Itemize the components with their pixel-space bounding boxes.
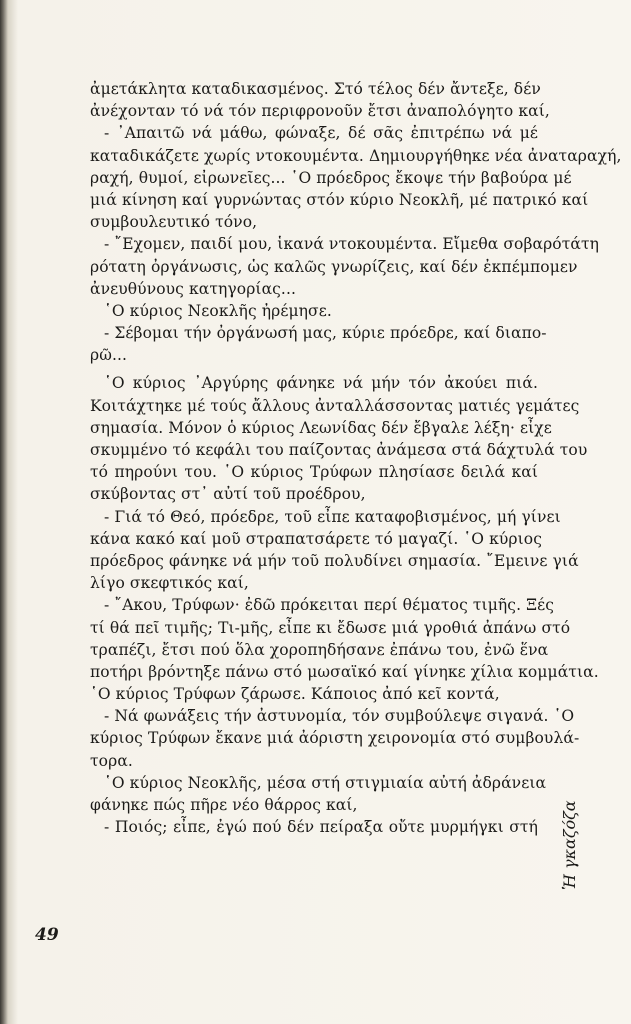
page-number: 49 xyxy=(35,925,59,945)
text-line: - Γιά τό Θεό, πρόεδρε, τοῦ εἶπε καταφοβισμένος, μή γίνει xyxy=(104,507,561,526)
text-line: λίγο σκεφτικός καί, xyxy=(90,574,249,593)
text-line: Κοιτάχτηκε μέ τούς ἄλλους ἀνταλλάσσοντας ματιές γεμάτες xyxy=(90,396,580,415)
text-line: ποτήρι βρόντηξε πάνω στό μωσαϊκό καί γίνηκε χίλια κομμάτια. xyxy=(90,662,599,681)
text-line: συμβουλευτικό τόνο, xyxy=(90,213,258,232)
text-line: ἀμετάκλητα καταδικασμένος. Στό τέλος δέν ἄντεξε, δέν xyxy=(90,80,541,98)
text-line: σκύβοντας στ᾿ αὐτί τοῦ προέδρου, xyxy=(90,485,366,504)
text-line: ῾Ο κύριος Νεοκλῆς ἠρέμησε. xyxy=(104,301,332,320)
text-line: ρότατη ὀργάνωσις, ὡς καλῶς γνωρίζεις, καί δέν ἐκπέμπομεν xyxy=(90,257,578,276)
text-line: ῾Ο κύριος Νεοκλῆς, μέσα στή στιγμιαία αὐτή ἀδράνεια xyxy=(104,773,547,792)
text-line: κάνα κακό καί μοῦ στραπατσάρετε τό μαγαζί. ῾Ο κύριος xyxy=(90,529,543,548)
text-line: - ῎Ακου, Τρύφων· ἐδῶ πρόκειται περί θέματος τιμῆς. Ξές xyxy=(104,596,555,615)
text-line: φάνηκε πώς πῆρε νέο θάρρος καί, xyxy=(90,796,358,814)
text-line: τραπέζι, ἔτσι πού ὅλα χοροπηδήσανε ἐπάνω του, ἐνῶ ἕνα xyxy=(90,640,549,659)
text-line: κύριος Τρύφων ἔκανε μιά ἀόριστη χειρονομία στό συμβουλά- xyxy=(90,729,580,748)
text-line: ραχή, θυμοί, εἰρωνεῖες... ῾Ο πρόεδρος ἔκοψε τήν βαβούρα μέ xyxy=(90,168,572,187)
text-line: μιά κίνηση καί γυρνώντας στόν κύριο Νεοκλῆ, μέ πατρικό καί xyxy=(90,190,589,209)
text-line: ρῶ... xyxy=(90,346,128,365)
text-line: τό πηρούνι του. ῾Ο κύριος Τρύφων πλησίασε δειλά καί xyxy=(90,463,538,482)
text-line: - ᾿Απαιτῶ νά μάθω, φώναξε, δέ σᾶς ἐπιτρέπω νά μέ xyxy=(104,124,538,143)
body-text xyxy=(90,78,622,838)
text-line: καταδικάζετε χωρίς ντοκουμέντα. Δημιουργήθηκε νέα ἀναταραχή, xyxy=(90,146,622,165)
text-line: τί θά πεῖ τιμῆς; Τι-μῆς, εἶπε κι ἔδωσε μιά γροθιά ἀπάνω στό xyxy=(90,618,571,637)
running-title-text: Ἡ γκαζόζα xyxy=(560,800,579,890)
text-line: ἀνέχονταν τό νά τόν περιφρονοῦν ἔτσι ἀναπολόγητο καί, xyxy=(90,102,550,121)
text-line: - Ποιός; εἶπε, ἐγώ πού δέν πείραξα οὔτε μυρμήγκι στή xyxy=(104,818,538,837)
text-line: ῾Ο κύριος Τρύφων ζάρωσε. Κάποιος ἀπό κεῖ κοντά, xyxy=(90,685,500,704)
text-line: τορα. xyxy=(90,751,133,770)
text-line: πρόεδρος φάνηκε νά μήν τοῦ πολυδίνει σημασία. ῎Εμεινε γιά xyxy=(90,551,579,570)
text-line: ἀνευθύνους κατηγορίας... xyxy=(90,279,297,298)
text-line: - Σέβομαι τήν ὀργάνωσή μας, κύριε πρόεδρε, καί διαπο- xyxy=(104,324,547,343)
text-line: - ῎Εχομεν, παιδί μου, ἱκανά ντοκουμέντα. Εἴμεθα σοβαρότάτη xyxy=(104,235,600,254)
running-title xyxy=(556,802,580,892)
text-line: σκυμμένο τό κεφάλι του παίζοντας ἀνάμεσα στά δάχτυλά του xyxy=(90,441,588,459)
text-line: - Νά φωνάξεις τήν ἀστυνομία, τόν συμβούλεψε σιγανά. ῾Ο xyxy=(104,707,575,726)
text-line: ῾Ο κύριος ᾿Αργύρης φάνηκε νά μήν τόν ἀκούει πιά. xyxy=(104,374,538,393)
text-line: σημασία. Μόνον ὁ κύριος Λεωνίδας δέν ἔβγαλε λέξη· εἶχε xyxy=(90,418,552,437)
